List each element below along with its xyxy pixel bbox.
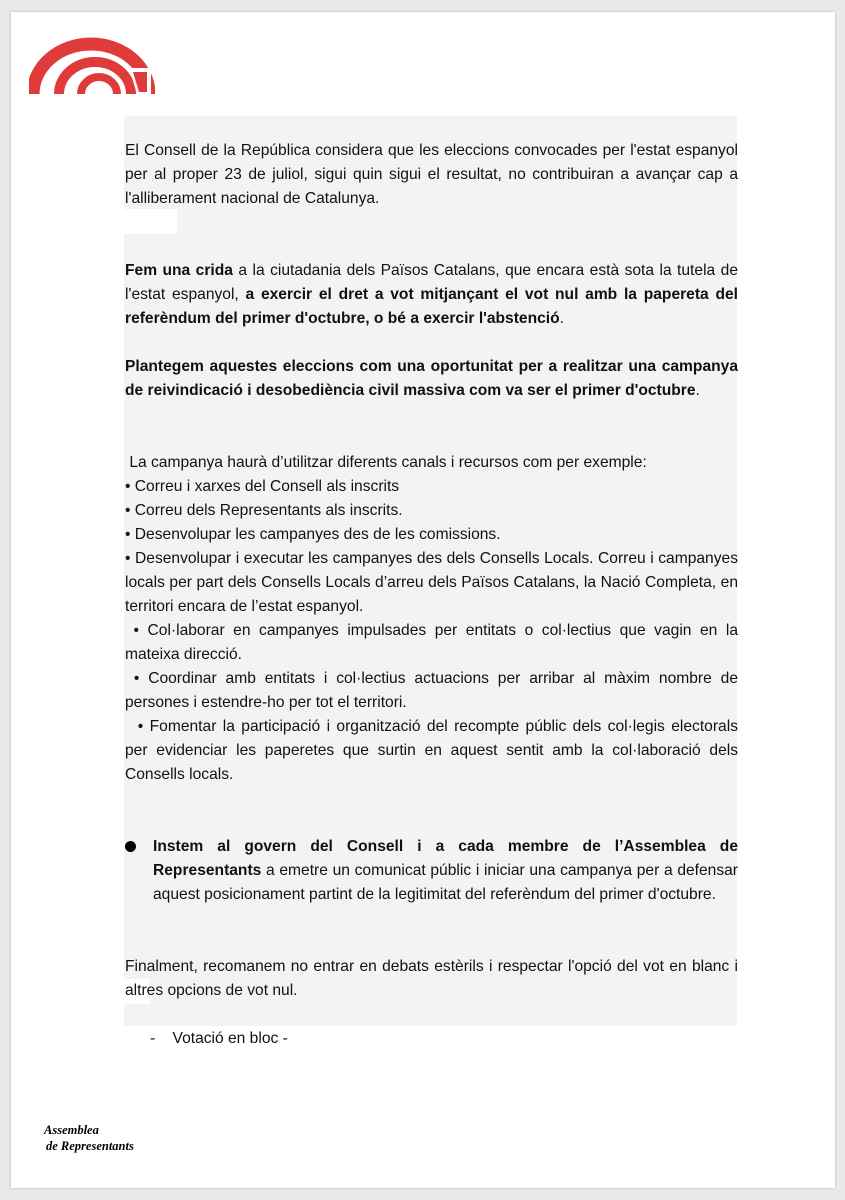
channel-item: • Coordinar amb entitats i col·lectius actuacions per arribar al màxim nombre de persones i estendre-ho per tot el territori. bbox=[125, 670, 743, 711]
bullet-icon bbox=[125, 841, 136, 852]
paragraph-final: Finalment, recomanem no entrar en debats estèrils i respectar l'opció del vot en blanc i altres opcions de vot nul. bbox=[125, 958, 738, 999]
call-bold-lead: Fem una crida bbox=[125, 262, 233, 279]
footer-line-2: de Representants bbox=[46, 1139, 134, 1153]
footer-signature bbox=[44, 1122, 134, 1154]
channel-item: • Correu i xarxes del Consell als inscrits bbox=[125, 478, 400, 495]
call-end: . bbox=[559, 310, 564, 327]
paragraph-call bbox=[125, 259, 738, 331]
document-body bbox=[125, 139, 743, 1051]
channel-item: • Correu dels Representants als inscrits. bbox=[125, 502, 403, 519]
channels-intro: La campanya haurà d’utilitzar diferents canals i recursos com per exemple: bbox=[125, 454, 647, 471]
channel-item: • Col·laborar en campanyes impulsades per entitats o col·lectius que vagin en la mateixa direcció. bbox=[125, 622, 743, 663]
channel-item: • Fomentar la participació i organització del recompte públic dels col·legis electorals per evidenciar les paperetes que surtin en aquest sentit amb la col·laboració dels Consells locals. bbox=[125, 718, 743, 783]
paragraph-intro: El Consell de la República considera que les eleccions convocades per l'estat espanyol per al proper 23 de juliol, sigui quin sigui el resultat, no contribuiran a avançar cap a l'alliberament nacional de Catalunya. bbox=[125, 142, 738, 207]
urge-bullet-item bbox=[125, 835, 738, 907]
call-bold-action: a exercir el dret a vot mitjançant el vot nul amb la papereta del referèndum del primer d'octubre, o bé a exercir l'abstenció bbox=[125, 286, 739, 327]
urge-bold: Instem al govern del Consell i a cada membre de l’Assemblea de Representants bbox=[153, 838, 738, 879]
vote-line: - Votació en bloc - bbox=[150, 1030, 288, 1047]
channel-item: • Desenvolupar les campanyes des de les comissions. bbox=[125, 526, 501, 543]
campaign-bold: Plantegem aquestes eleccions com una oportunitat per a realitzar una campanya de reivindicació i desobediència civil massiva com va ser el primer d'octubre bbox=[125, 358, 738, 399]
footer-line-1: Assemblea bbox=[44, 1123, 99, 1137]
urge-text: a emetre un comunicat públic i iniciar una campanya per a defensar aquest posicionament partint de la legitimitat del referèndum del primer d'octubre. bbox=[153, 862, 738, 903]
channel-item: • Desenvolupar i executar les campanyes des dels Consells Locals. Correu i campanyes locals per part dels Consells Locals d’arreu dels Països Catalans, la Nació Completa, en territori encara de l’estat espanyol. bbox=[125, 550, 738, 615]
consell-republica-logo bbox=[29, 34, 155, 96]
call-text: a la ciutadania dels Països Catalans, que encara està sota la tutela de l'estat espanyol, bbox=[125, 262, 738, 303]
paragraph-campaign bbox=[125, 355, 738, 403]
campaign-end: . bbox=[695, 382, 700, 399]
logo-inner-arc bbox=[81, 77, 117, 94]
document-page bbox=[11, 12, 835, 1188]
paragraph-urge bbox=[153, 835, 738, 907]
